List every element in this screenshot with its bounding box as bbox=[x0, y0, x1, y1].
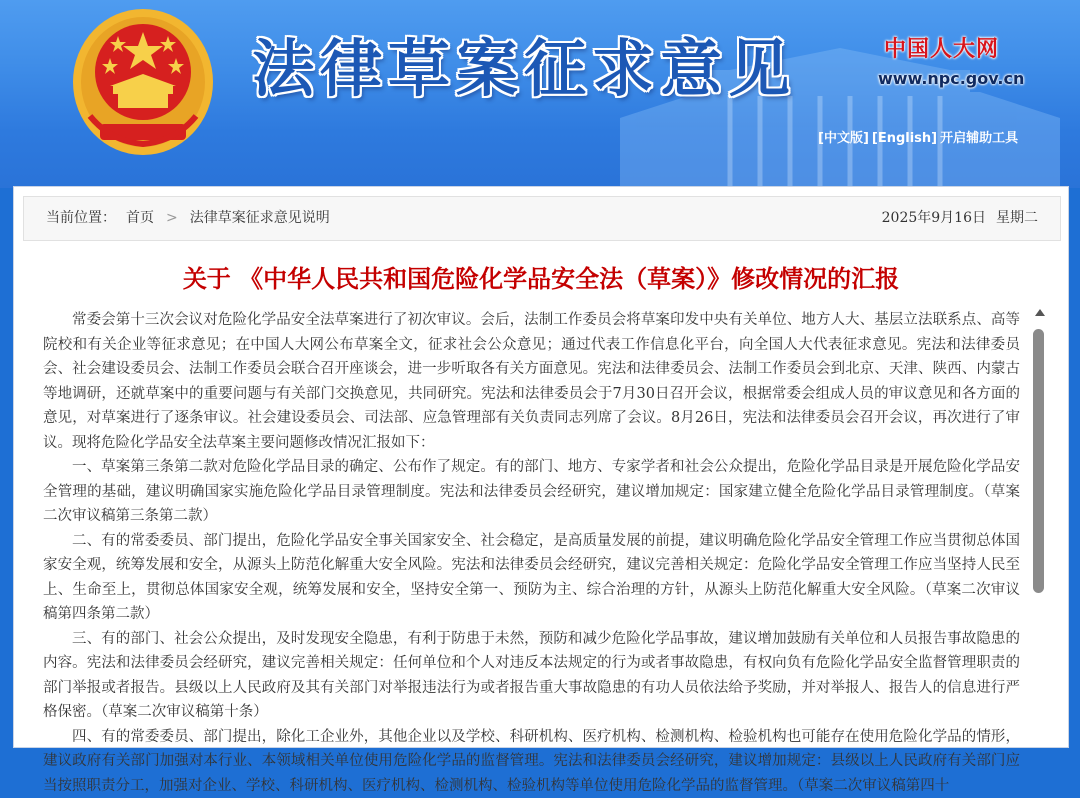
article-paragraph: 三、有的部门、社会公众提出，及时发现安全隐患，有利于防患于未然，预防和减少危险化学品事故，建议增加鼓励有关单位和人员报告事故隐患的内容。宪法和法律委员会经研究，建议完善相关规定：任何单位和个人对违反本法规定的行为或者事故隐患，有权向负有危险化学品安全监督管理职责的部门举报或者报告。县级以上人民政府及其有关部门对举报违法行为或者报告重大事故隐患的有功人员依法给予奖励，并对举报人、报告人的信息进行严格保密。（草案二次审议稿第十条） bbox=[43, 627, 1020, 725]
english-version-link[interactable]: [English] bbox=[872, 131, 937, 146]
article-title: 关于 《中华人民共和国危险化学品安全法（草案）》修改情况的汇报 bbox=[14, 264, 1068, 294]
breadcrumb-current[interactable]: 法律草案征求意见说明 bbox=[190, 210, 330, 226]
accessibility-tools-link[interactable]: 开启辅助工具 bbox=[940, 131, 1018, 146]
national-emblem bbox=[70, 6, 216, 158]
article-paragraph: 常委会第十三次会议对危险化学品安全法草案进行了初次审议。会后，法制工作委员会将草案印发中央有关单位、地方人大、基层立法联系点、高等院校和有关企业等征求意见；在中国人大网公布草案全文，征求社会公众意见；通过代表工作信息化平台，向全国人大代表征求意见。宪法和法律委员会、社会建设委员会、法制工作委员会联合召开座谈会，进一步听取各有关方面意见。宪法和法律委员会、法制工作委员会到北京、天津、陕西、内蒙古等地调研，还就草案中的重要问题与有关部门交换意见，共同研究。宪法和法律委员会于7月30日召开会议，根据常委会组成人员的审议意见和各方面的意见，对草案进行了逐条审议。社会建设委员会、司法部、应急管理部有关负责同志列席了会议。8月26日，宪法和法律委员会召开会议，再次进行了审议。现将危险化学品安全法草案主要问题修改情况汇报如下： bbox=[43, 308, 1020, 455]
date-text: 2025年9月16日 bbox=[882, 210, 986, 226]
breadcrumb-label: 当前位置： bbox=[46, 210, 116, 226]
article-scrollbar[interactable] bbox=[1032, 309, 1048, 749]
banner-title: 法律草案征求意见 bbox=[252, 38, 796, 100]
language-toolbar bbox=[818, 131, 1021, 147]
current-date bbox=[882, 197, 1038, 240]
breadcrumb-bar bbox=[23, 196, 1061, 241]
breadcrumb-separator: > bbox=[166, 210, 178, 226]
npc-logo[interactable]: 中国人大网 bbox=[884, 38, 999, 60]
article-paragraph: 四、有的常委委员、部门提出，除化工企业外，其他企业以及学校、科研机构、医疗机构、检测机构、检验机构也可能存在使用危险化学品的情形，建议政府有关部门加强对本行业、本领域相关单位使用危险化学品的监督管理。宪法和法律委员会经研究，建议增加规定：县级以上人民政府有关部门应当按照职责分工，加强对企业、学校、科研机构、医疗机构、检测机构、检验机构等单位使用危险化学品的监督管理。（草案二次审议稿第四十 bbox=[43, 725, 1020, 798]
article-paragraph: 二、有的常委委员、部门提出，危险化学品安全事关国家安全、社会稳定，是高质量发展的前提，建议明确危险化学品安全管理工作应当贯彻总体国家安全观，统筹发展和安全，从源头上防范化解重大安全风险。宪法和法律委员会经研究，建议完善相关规定：危险化学品安全管理工作应当坚持人民至上、生命至上，贯彻总体国家安全观，统筹发展和安全，坚持安全第一、预防为主、综合治理的方针，从源头上防范化解重大安全风险。（草案二次审议稿第四条第二款） bbox=[43, 529, 1020, 627]
article-body bbox=[43, 308, 1020, 798]
breadcrumb bbox=[46, 197, 330, 240]
weekday-text: 星期二 bbox=[996, 210, 1038, 226]
site-banner bbox=[0, 0, 1080, 188]
article-paragraph: 一、草案第三条第二款对危险化学品目录的确定、公布作了规定。有的部门、地方、专家学者和社会公众提出，危险化学品目录是开展危险化学品安全管理的基础，建议明确国家实施危险化学品目录管理制度。宪法和法律委员会经研究，建议增加规定：国家建立健全危险化学品目录管理制度。（草案二次审议稿第三条第二款） bbox=[43, 455, 1020, 529]
scroll-up-arrow-icon[interactable] bbox=[1035, 309, 1045, 316]
scroll-thumb[interactable] bbox=[1033, 329, 1044, 593]
npc-url[interactable]: www.npc.gov.cn bbox=[878, 71, 1024, 87]
chinese-version-link[interactable]: [中文版] bbox=[818, 131, 869, 146]
breadcrumb-home-link[interactable]: 首页 bbox=[126, 210, 154, 226]
content-card bbox=[13, 186, 1069, 748]
